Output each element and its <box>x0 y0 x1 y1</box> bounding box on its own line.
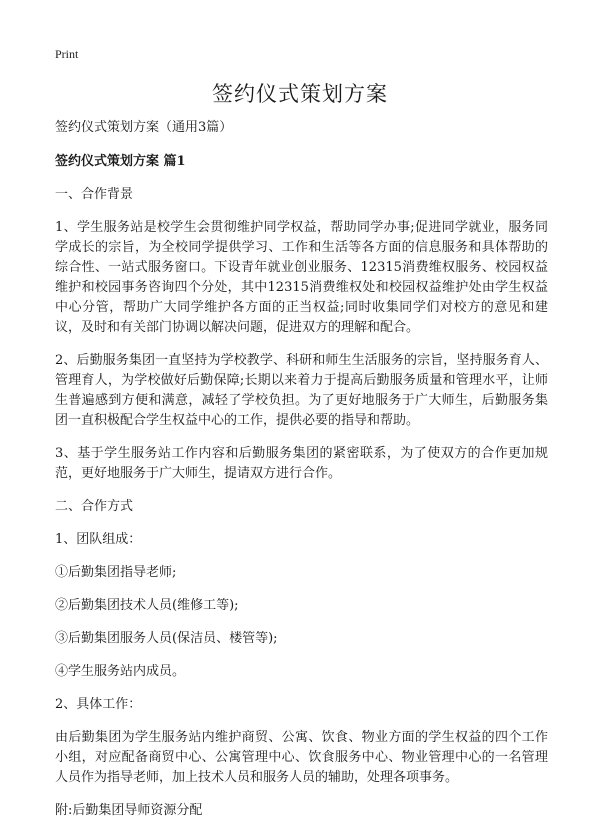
paragraph-student-service-station: 1、学生服务站是校学生会贯彻维护同学权益，帮助同学办事;促进同学就业，服务同学成长的宗旨，为全校同学提供学习、工作和生活等各方面的信息服务和具体帮助的综合性、一站式服务窗口。下设青年就业创业服务、12315消费维权服务、校园权益维护和校园事务咨询四个分处，其中12315消费维权处和校园权益维护处由学生权益中心分管，帮助广大同学维护各方面的正当权益;同时收集同学们对校方的意见和建议，及时和有关部门协调以解决问题，促进双方的理解和配合。 <box>55 220 548 335</box>
list-heading-tasks: 2、具体工作： <box>55 697 142 712</box>
list-item: ②后勤集团技术人员(维修工等); <box>55 598 239 613</box>
paragraph-task-details: 由后勤集团为学生服务站内维护商贸、公寓、饮食、物业方面的学生权益的四个工作小组，对应配备商贸中心、公寓管理中心、饮食服务中心、物业管理中心的一名管理人员作为指导老师，加上技术人员和服务人员的辅助，处理各项事务。 <box>55 730 548 785</box>
heading-cooperation-background: 一、合作背景 <box>55 187 134 202</box>
print-link[interactable]: Print <box>55 47 79 61</box>
heading-cooperation-method: 二、合作方式 <box>55 499 134 514</box>
document-title: 签约仪式策划方案 <box>212 82 388 106</box>
list-heading-team: 1、团队组成： <box>55 532 142 547</box>
list-item: ③后勤集团服务人员(保洁员、楼管等); <box>55 631 278 646</box>
document-body <box>55 118 548 834</box>
paragraph-logistics-group: 2、后勤服务集团一直坚持为学校教学、科研和师生生活服务的宗旨，坚持服务育人、管理育人，为学校做好后勤保障;长期以来着力于提高后勤服务质量和管理水平，让师生普遍感到方便和满意，减轻了学校负担。为了更好地服务于广大师生，后勤服务集团一直积极配合学生权益中心的工作，提供必要的指导和帮助。 <box>55 353 548 428</box>
section-heading: 签约仪式策划方案 篇1 <box>55 154 186 169</box>
document-subtitle: 签约仪式策划方案（通用3篇） <box>55 120 233 135</box>
paragraph-cooperation-basis: 3、基于学生服务站工作内容和后勤服务集团的紧密联系，为了使双方的合作更加规范，更好地服务于广大师生，提请双方进行合作。 <box>55 446 548 481</box>
appendix-note: 附:后勤集团导师资源分配 <box>55 803 203 818</box>
list-item: ④学生服务站内成员。 <box>55 664 186 679</box>
list-item: ①后勤集团指导老师; <box>55 565 177 580</box>
